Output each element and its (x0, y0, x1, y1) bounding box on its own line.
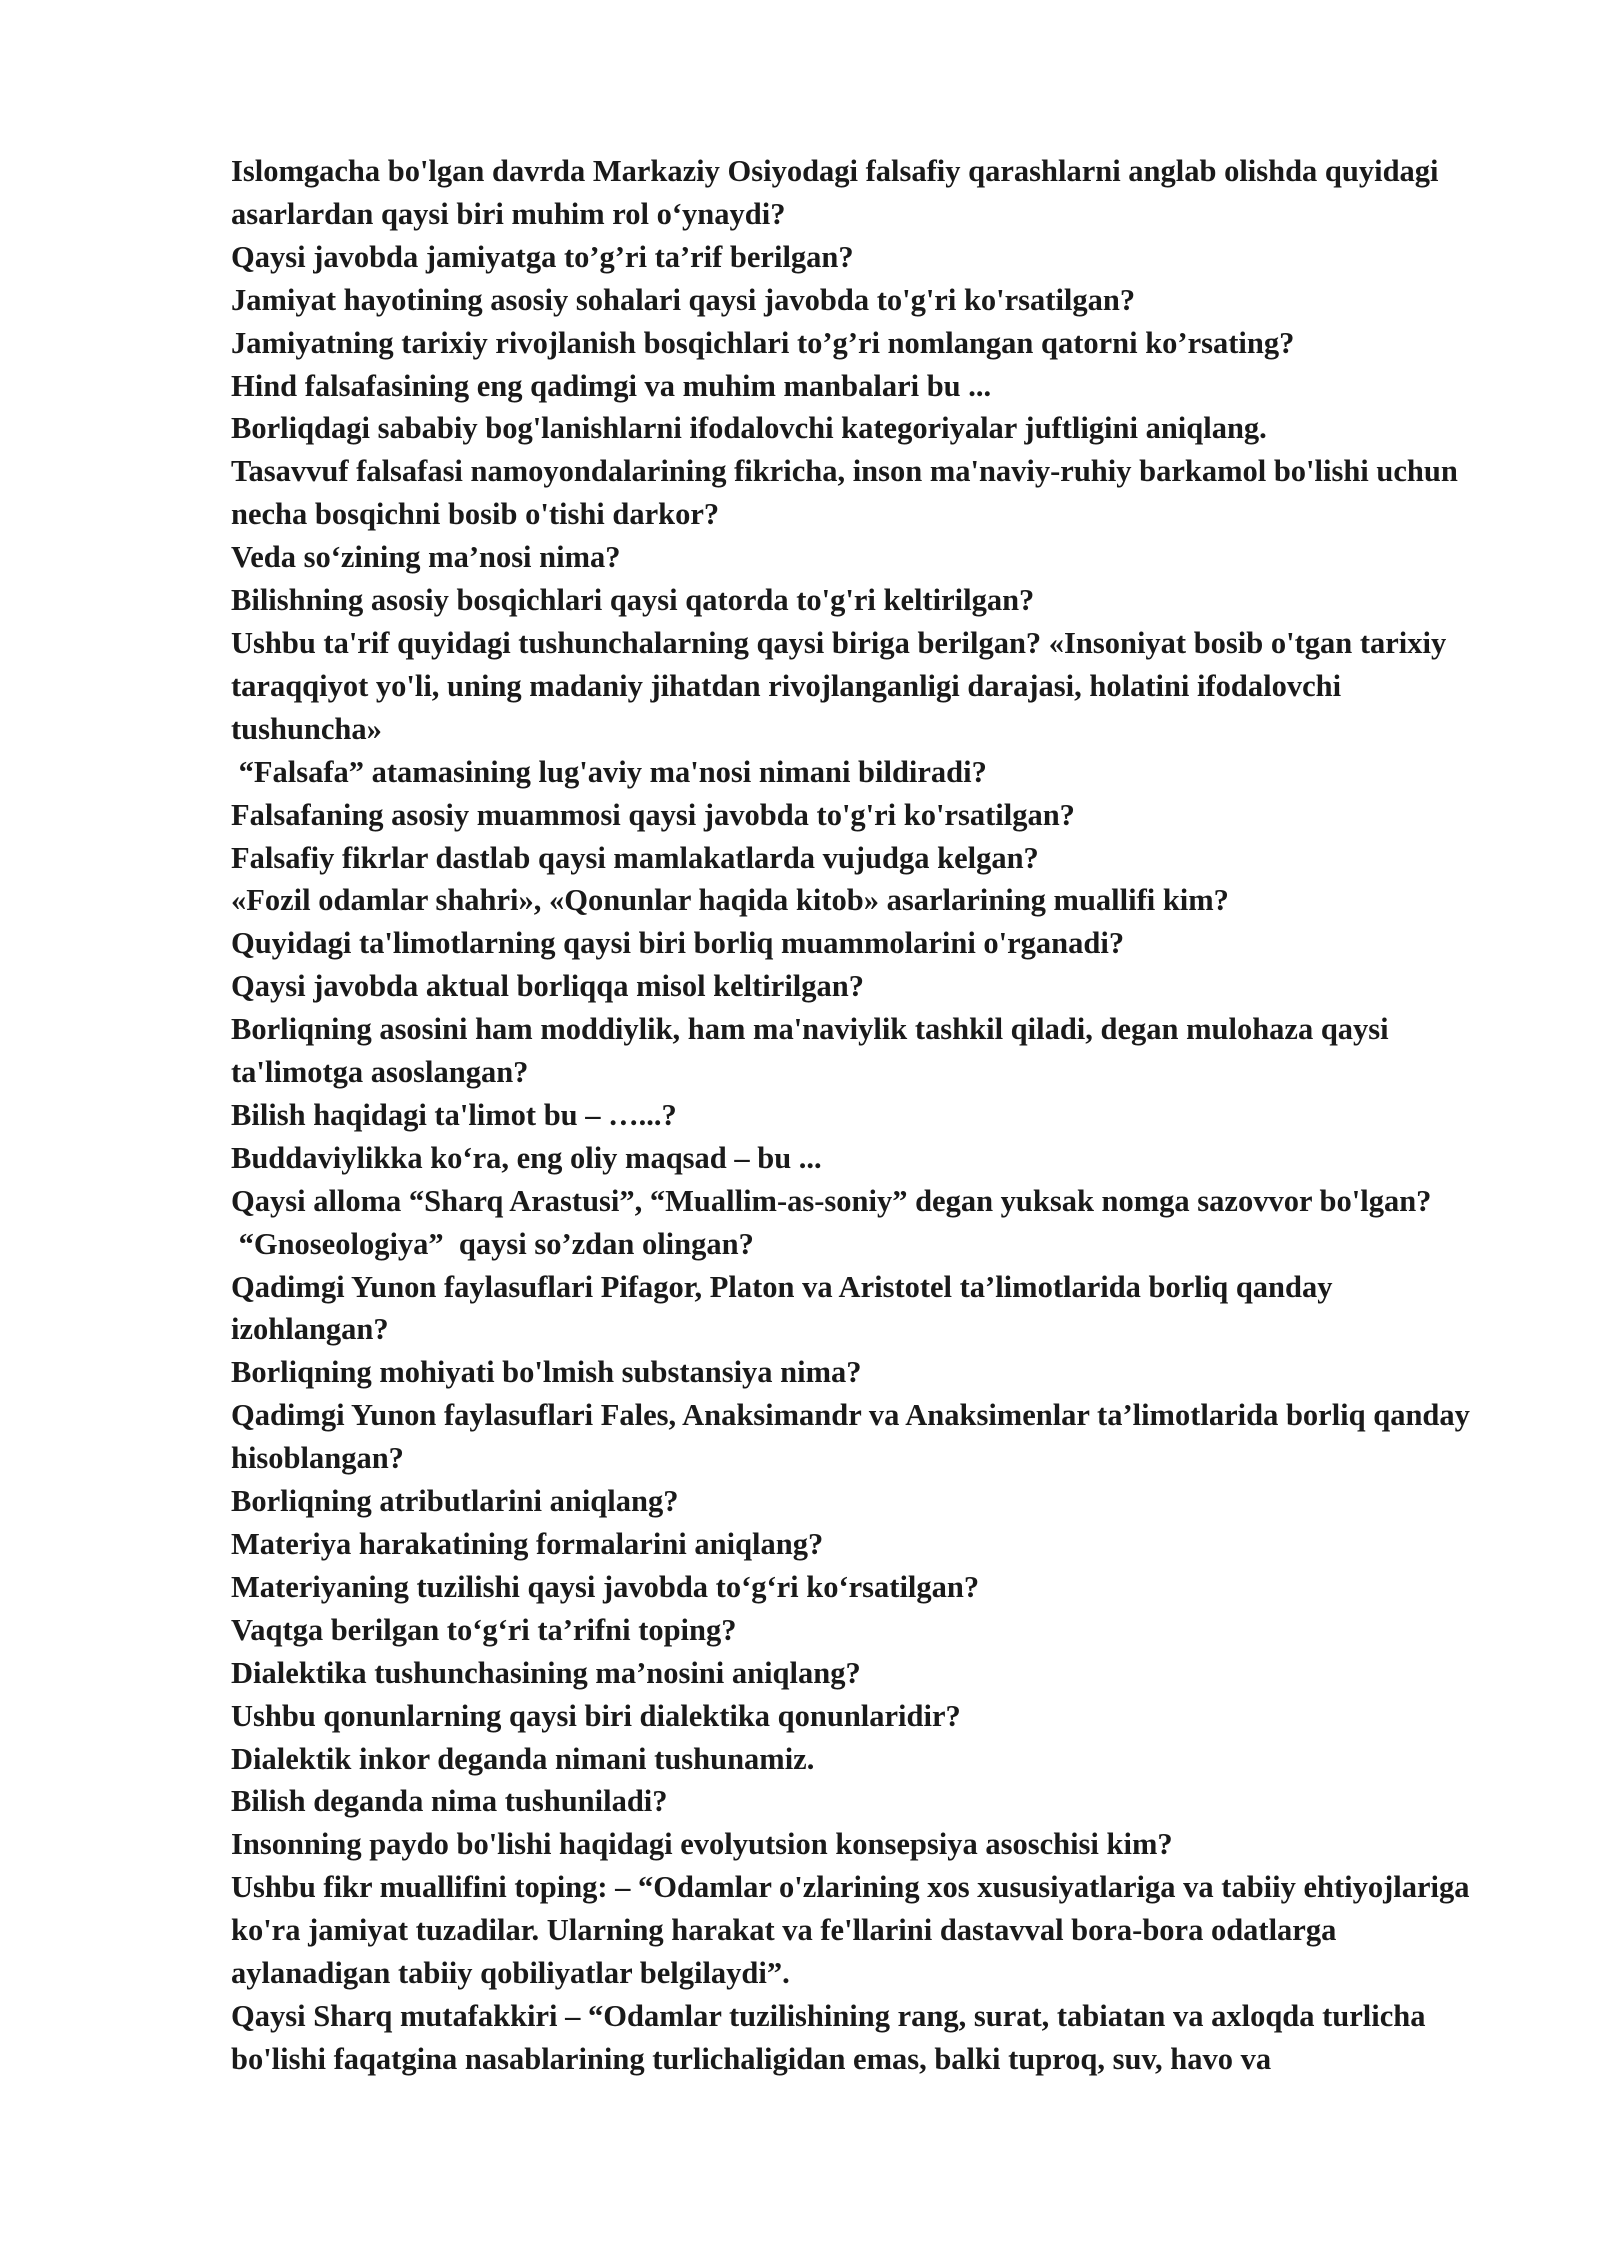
question-text: Borliqning atributlarini aniqlang? (231, 1484, 679, 1519)
question-text: Ushbu ta'rif quyidagi tushunchalarning qaysi biriga berilgan? «Insoniyat bosib o'tgan tarixiy taraqqiyot yo'li, uning madaniy jihatdan rivojlanganligi darajasi, holatini ifodalovchi tushuncha» (231, 625, 1454, 746)
question-text: Jamiyat hayotining asosiy sohalari qaysi javobda to'g'ri ko'rsatilgan? (231, 282, 1136, 317)
question-text: Bilish haqidagi ta'limot bu – …...? (231, 1097, 677, 1132)
question-text: Borliqdagi sababiy bog'lanishlarni ifodalovchi kategoriyalar juftligini aniqlang. (231, 411, 1267, 446)
question-text: Borliqning asosini ham moddiylik, ham ma'naviylik tashkil qiladi, degan mulohaza qaysi ta'limotga asoslangan? (231, 1012, 1397, 1090)
question-text: Dialektik inkor deganda nimani tushunamiz. (231, 1741, 815, 1776)
question-text: Materiyaning tuzilishi qaysi javobda to‘g‘ri ko‘rsatilgan? (231, 1569, 980, 1604)
question-text: “Falsafa” atamasining lug'aviy ma'nosi nimani bildiradi? (231, 754, 987, 789)
question-text: Qaysi Sharq mutafakkiri – “Odamlar tuzilishining rang, surat, tabiatan va axloqda turlicha bo'lishi faqatgina nasablarining turlichaligidan emas, balki tuproq, suv, havo va (231, 1998, 1434, 2076)
question-text: Tasavvuf falsafasi namoyondalarining fikricha, inson ma'naviy-ruhiy barkamol bo'lishi uchun necha bosqichni bosib o'tishi darkor? (231, 454, 1466, 532)
question-text: Ushbu fikr muallifini toping: – “Odamlar o'zlarining xos xususiyatlariga va tabiiy ehtiyojlariga ko'ra jamiyat tuzadilar. Ularning harakat va fe'llarini dastavval bora-bora odatlarga aylanadigan tabiiy qobiliyatlar belgilaydi”. (231, 1870, 1478, 1991)
question-text: Qaysi javobda jamiyatga to’g’ri ta’rif berilgan? (231, 239, 854, 274)
question-text: «Fozil odamlar shahri», «Qonunlar haqida kitob» asarlarining muallifi kim? (231, 883, 1229, 918)
question-text: Insonning paydo bo'lishi haqidagi evolyutsion konsepsiya asoschisi kim? (231, 1827, 1173, 1862)
question-text: Qaysi javobda aktual borliqqa misol keltirilgan? (231, 969, 864, 1004)
question-text: “Gnoseologiya” qaysi so’zdan olingan? (231, 1226, 754, 1261)
question-text: Falsafaning asosiy muammosi qaysi javobda to'g'ri ko'rsatilgan? (231, 797, 1075, 832)
question-text: Hind falsafasining eng qadimgi va muhim manbalari bu ... (231, 368, 992, 403)
question-text: Borliqning mohiyati bo'lmish substansiya nima? (231, 1355, 862, 1390)
question-text: Jamiyatning tarixiy rivojlanish bosqichlari to’g’ri nomlangan qatorni ko’rsating? (231, 325, 1295, 360)
question-text: Buddaviylikka ko‘ra, eng oliy maqsad – bu ... (231, 1140, 822, 1175)
question-text: Veda so‘zining ma’nosi nima? (231, 540, 621, 575)
question-list (231, 150, 1478, 2081)
question-text: Qadimgi Yunon faylasuflari Fales, Anaksimandr va Anaksimenlar ta’limotlarida borliq qanday hisoblangan? (231, 1398, 1478, 1476)
question-text: Bilishning asosiy bosqichlari qaysi qatorda to'g'ri keltirilgan? (231, 583, 1035, 618)
question-text: Dialektika tushunchasining ma’nosini aniqlang? (231, 1655, 861, 1690)
question-text: Bilish deganda nima tushuniladi? (231, 1784, 668, 1819)
question-text: Falsafiy fikrlar dastlab qaysi mamlakatlarda vujudga kelgan? (231, 840, 1039, 875)
question-text: Qadimgi Yunon faylasuflari Pifagor, Platon va Aristotel ta’limotlarida borliq qanday izohlangan? (231, 1269, 1341, 1347)
question-text: Qaysi alloma “Sharq Arastusi”, “Muallim-as-soniy” degan yuksak nomga sazovvor bo'lgan? (231, 1183, 1432, 1218)
question-text: Vaqtga berilgan to‘g‘ri ta’rifni toping? (231, 1612, 737, 1647)
question-text: Islomgacha bo'lgan davrda Markaziy Osiyodagi falsafiy qarashlarni anglab olishda quyidagi asarlardan qaysi biri muhim rol o‘ynaydi? (231, 154, 1447, 231)
question-text: Ushbu qonunlarning qaysi biri dialektika qonunlaridir? (231, 1698, 961, 1733)
question-text: Materiya harakatining formalarini aniqlang? (231, 1527, 824, 1561)
question-text: Quyidagi ta'limotlarning qaysi biri borliq muammolarini o'rganadi? (231, 926, 1125, 961)
